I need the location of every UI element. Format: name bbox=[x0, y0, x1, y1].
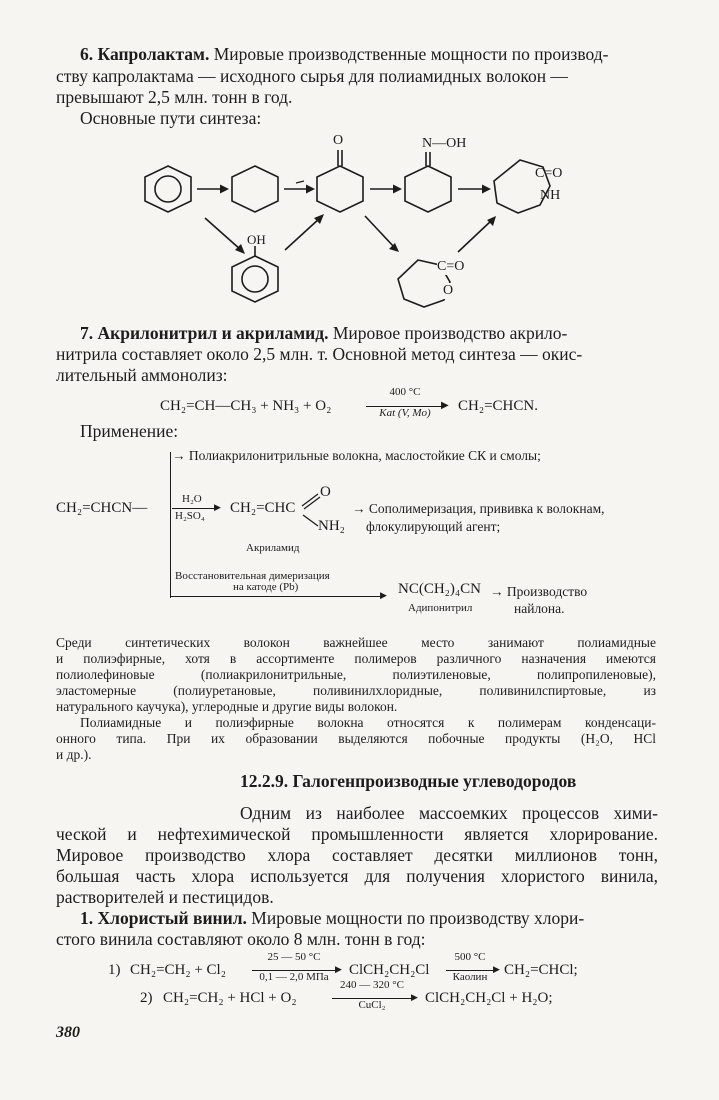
lactam-nh-label: NH bbox=[540, 188, 561, 203]
section7-line1-text: Мировое производство акрило- bbox=[332, 323, 568, 343]
hydrolysis-arrowhead: ▶ bbox=[214, 502, 221, 512]
item1-number: 1. bbox=[80, 908, 94, 928]
reaction1-arrowhead2: ▶ bbox=[493, 964, 500, 974]
small-para-line-3: полиолефиновые (полиакрилонитрильные, полиэтиленовые, полипропиленовые), bbox=[56, 667, 656, 682]
halogen-para-line-2: ческой и нефтехимической промышленности является хлорирование. bbox=[56, 824, 658, 844]
reaction1-intermediate: ClCH₂CH₂Cl bbox=[349, 962, 430, 978]
halogen-para-line-3: Мировое производство хлора составляет десятки миллионов тонн, bbox=[56, 845, 658, 865]
halogen-para-line-5: растворителей и пестицидов. bbox=[56, 887, 274, 907]
reaction1-number: 1) bbox=[108, 962, 121, 978]
application-label: Применение: bbox=[80, 421, 179, 441]
reaction1-cond2-top: 500 °C bbox=[454, 951, 486, 963]
dimerization-condition-1: Восстановительная димеризация bbox=[175, 570, 330, 582]
adiponitrile-name: Адипонитрил bbox=[408, 602, 473, 614]
reaction2-reactants: CH₂=CH₂ + HCl + O₂ bbox=[163, 990, 297, 1006]
small-para-line-6: Полиамидные и полиэфирные волокна относятся к полимерам конденсаци- bbox=[80, 715, 656, 730]
reaction1-cond1-bottom: 0,1 — 2,0 МПа bbox=[259, 971, 329, 983]
item1-text: Мировые мощности по производству хлори- bbox=[251, 908, 585, 928]
section-heading-12-2-9: 12.2.9. Галогенпроизводные углеводородов bbox=[240, 771, 577, 791]
section6-line2: ству капролактама — исходного сырья для полиамидных волокон — bbox=[56, 66, 568, 86]
reaction1-reactants: CH₂=CH₂ + Cl₂ bbox=[130, 962, 226, 978]
reaction2-arrowhead: ▶ bbox=[411, 992, 418, 1002]
nylon-use-2: найлона. bbox=[514, 601, 565, 616]
section7-title: Акрилонитрил и акриламид. bbox=[97, 323, 329, 343]
lactam-co-label: C=O bbox=[535, 166, 563, 181]
halogen-para-line-4: большая часть хлора используется для получения хлористого винила, bbox=[56, 866, 658, 886]
acrylamide-formula: CH₂=CHC bbox=[230, 500, 296, 516]
ammonolysis-condition-bottom: Kat (V, Mo) bbox=[379, 407, 431, 419]
adiponitrile-formula: NC(CH₂)₄CN bbox=[398, 581, 481, 597]
ammonolysis-reactants: CH₂=CH—CH₃ + NH₃ + O₂ bbox=[160, 398, 332, 414]
section6-line3: превышают 2,5 млн. тонн в год. bbox=[56, 87, 293, 107]
amide-oxygen: O bbox=[320, 484, 331, 500]
acrylamide-use-1: → Сополимеризация, прививка к волокнам, bbox=[352, 501, 605, 516]
section7-number: 7. bbox=[80, 323, 94, 343]
hydrolysis-reagent-bottom: H₂SO₄ bbox=[175, 510, 205, 522]
acrylamide-use-2: флокулирующий агент; bbox=[366, 519, 501, 534]
nylon-use-1: → Производство bbox=[490, 584, 588, 599]
vinyl-chloride-line-1 bbox=[80, 908, 584, 929]
lactone-co-label: C=O bbox=[437, 259, 465, 274]
vinyl-chloride-line-2: стого винила составляют около 8 млн. тонн в год: bbox=[56, 929, 426, 949]
item1-title: Хлористый винил. bbox=[97, 908, 247, 928]
small-para-line-7: онного типа. При их образовании выделяются побочные продукты (H₂O, HCl bbox=[56, 731, 656, 746]
ammonolysis-arrowhead: ▶ bbox=[441, 400, 449, 411]
ammonolysis-condition-top: 400 °C bbox=[389, 386, 421, 398]
small-para-line-8: и др.). bbox=[56, 747, 92, 762]
small-para-line-1: Среди синтетических волокон важнейшее место занимают полиамидные bbox=[56, 635, 656, 650]
page-number: 380 bbox=[56, 1024, 80, 1041]
small-para-line-4: эластомерные (полиуретановые, поливинилхлоридные, поливинилспиртовые, из bbox=[56, 683, 656, 698]
reaction2-products: ClCH₂CH₂Cl + H₂O; bbox=[425, 990, 553, 1006]
section7-line2: нитрила составляет около 2,5 млн. т. Основной метод синтеза — окис- bbox=[56, 344, 583, 364]
small-para-line-2: и полиэфирные, хотя в ассортименте полимеров различного назначения имеются bbox=[56, 651, 656, 666]
section6-title: Капролактам. bbox=[97, 44, 210, 64]
lactone-o-label: O bbox=[443, 283, 454, 298]
dimerization-arrowhead: ▶ bbox=[380, 590, 387, 600]
reaction1-product: CH₂=CHCl; bbox=[504, 962, 578, 978]
use-branch-polyacrylonitrile: → Полиакрилонитрильные волокна, маслостойкие СК и смолы; bbox=[172, 448, 541, 463]
reaction2-cond-bottom: CuCl₂ bbox=[358, 999, 386, 1011]
phenol-oh-label: OH bbox=[247, 232, 266, 247]
oxime-label: N—OH bbox=[422, 136, 467, 151]
reaction2-number: 2) bbox=[140, 990, 153, 1006]
reaction1-cond1-top: 25 — 50 °C bbox=[267, 951, 321, 963]
acrylonitrile-start: CH₂=CHCN— bbox=[56, 500, 148, 516]
reaction2-cond-top: 240 — 320 °C bbox=[340, 979, 404, 991]
section6-line1-text: Мировые производственные мощности по производ- bbox=[213, 44, 609, 64]
section6-number: 6. bbox=[80, 44, 94, 64]
halogen-para-line-1: Одним из наиболее массоемких процессов хими- bbox=[240, 803, 658, 823]
dimerization-arrow bbox=[171, 596, 381, 597]
reaction1-arrowhead1: ▶ bbox=[335, 964, 342, 974]
hydrolysis-reagent-top: H₂O bbox=[182, 493, 202, 505]
small-para-line-5: натурального каучука), углеродные и другие виды волокон. bbox=[56, 699, 398, 714]
acrylamide-name: Акриламид bbox=[246, 542, 300, 554]
ammonolysis-product: CH₂=CHCN. bbox=[458, 398, 538, 414]
section7-line3: лительный аммонолиз: bbox=[56, 365, 228, 385]
amide-nh2: NH₂ bbox=[318, 518, 345, 534]
reaction1-cond2-bottom: Каолин bbox=[452, 971, 488, 983]
ketone-o-label: O bbox=[333, 133, 344, 148]
section6-line4: Основные пути синтеза: bbox=[80, 108, 262, 128]
dimerization-condition-2: на катоде (Pb) bbox=[233, 581, 299, 593]
